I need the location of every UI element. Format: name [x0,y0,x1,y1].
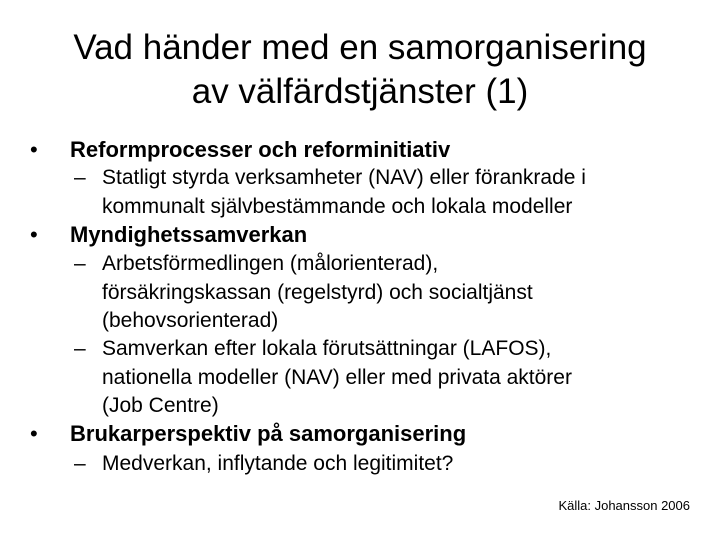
title-line-2: av välfärdstjänster (1) [191,72,529,111]
sub-item-line: Medverkan, inflytande och legitimitet? [102,452,454,475]
sub-item-line: (behovsorienterad) [102,309,279,332]
sub-item-line: Statligt styrda verksamheter (NAV) eller förankrade i [102,166,586,189]
bullet-item-myndighetssamverkan: Myndighetssamverkan [70,222,308,247]
sub-item-line: nationella modeller (NAV) eller med privata aktörer [102,365,572,389]
sub-item [102,250,702,336]
sub-item [102,335,702,421]
bullet-item-reformprocesser: Reformprocesser och reforminitiativ [70,137,451,162]
dash-marker: – [74,166,86,189]
bullet-item-brukarperspektiv: Brukarperspektiv på samorganisering [70,421,467,446]
bullet-marker: • [30,137,38,162]
sub-item [102,450,702,479]
sub-item-line: Samverkan efter lokala förutsättningar (LAFOS), [102,337,552,360]
source-citation: Källa: Johansson 2006 [558,498,690,513]
dash-marker: – [74,337,86,360]
dash-marker: – [74,452,86,475]
sub-item [102,164,702,221]
sub-item-line: försäkringskassan (regelstyrd) och socialtjänst [102,280,533,304]
title-line-1: Vad händer med en samorganisering [73,28,647,67]
sub-item-line: Arbetsförmedlingen (målorienterad), [102,252,439,275]
sub-item-line: (Job Centre) [102,394,219,417]
sub-item-line: kommunalt självbestämmande och lokala modeller [102,194,573,218]
bullet-marker: • [30,421,38,446]
bullet-marker: • [30,222,38,247]
dash-marker: – [74,252,86,275]
